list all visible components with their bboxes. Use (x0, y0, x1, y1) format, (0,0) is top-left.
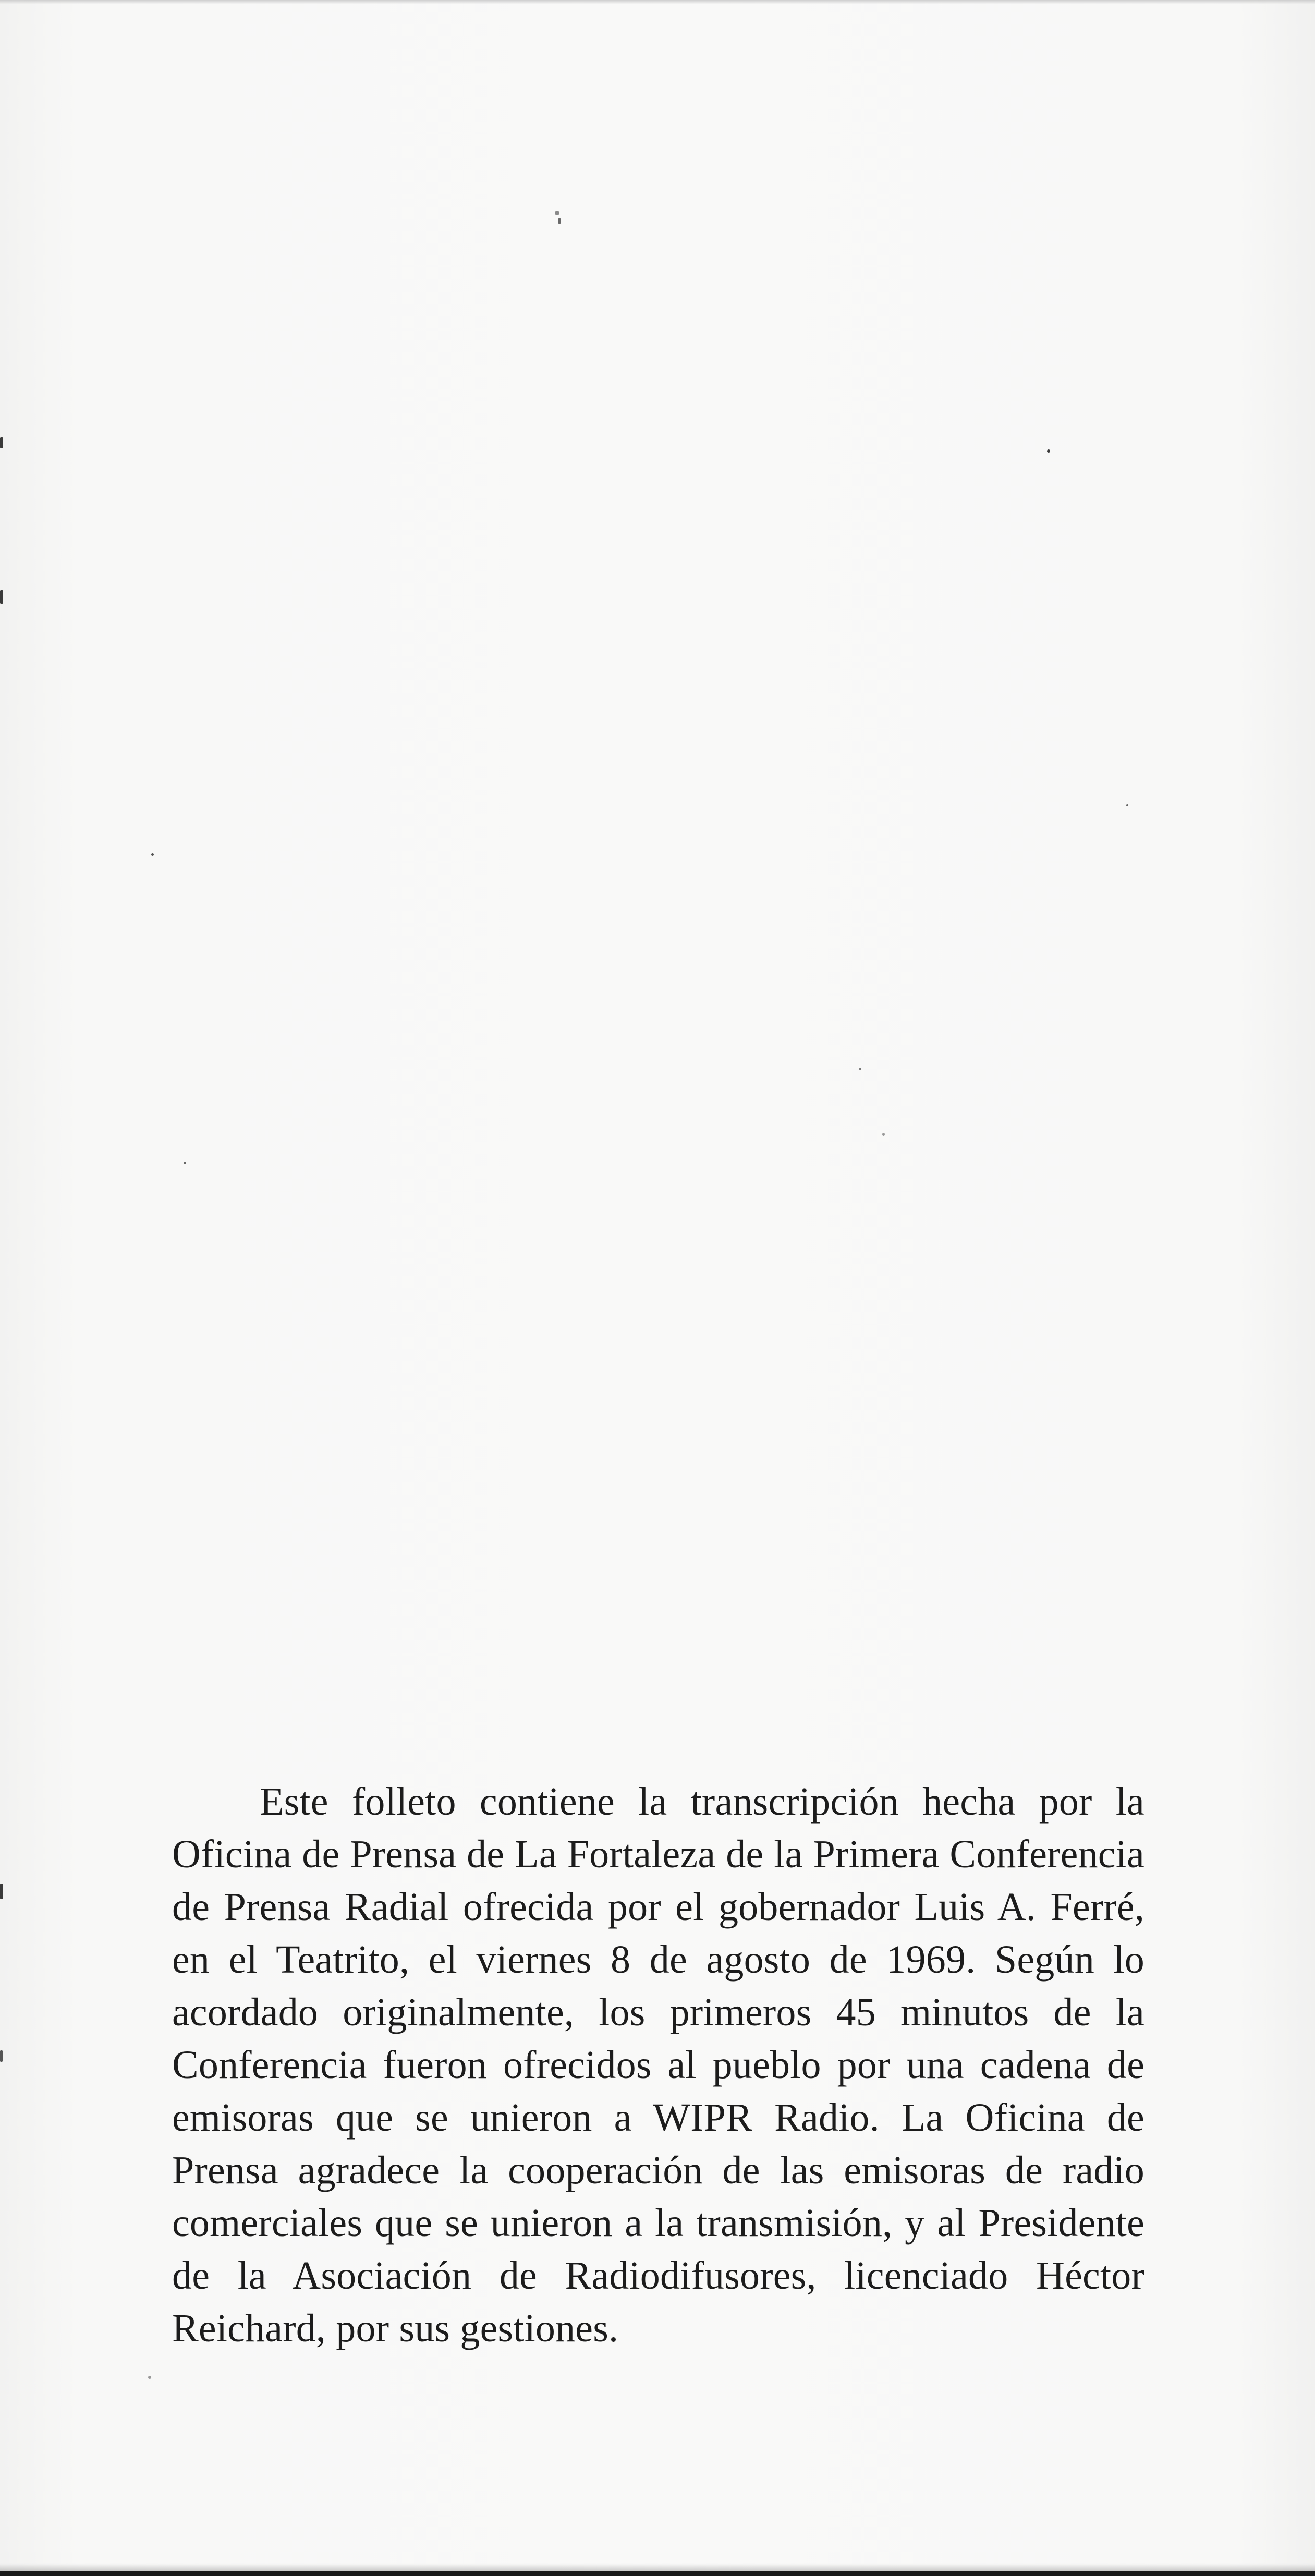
page-bottom-shadow (0, 2563, 1315, 2571)
scan-speck (558, 218, 561, 224)
scan-speck (1047, 449, 1050, 453)
scan-speck (0, 1884, 3, 1899)
scan-speck (151, 853, 154, 856)
scan-speck (0, 2050, 3, 2062)
scan-speck (184, 1162, 186, 1164)
scan-speck (148, 2376, 151, 2379)
transcription-note (172, 1776, 1144, 2355)
scan-speck (0, 437, 3, 448)
page-bottom-edge (0, 2571, 1315, 2576)
scan-speck (882, 1133, 885, 1136)
scan-speck (1126, 804, 1128, 806)
scan-speck (859, 1068, 861, 1070)
scan-speck (0, 590, 3, 604)
page-top-edge (0, 0, 1315, 4)
paragraph-text: Este folleto contiene la transcripción hecha por la Oficina de Prensa de La Fortaleza de la Primera Conferencia de Prensa Radial ofrecida por el gobernador Luis A. Ferré, en el Teatrito, el viernes 8 de agosto de 1969. Según lo acordado originalmente, los primeros 45 minutos de la Conferencia fueron ofrecidos al pueblo por una cadena de emisoras que se unieron a WIPR Radio. La Oficina de Prensa agradece la cooperación de las emisoras de radio comerciales que se unieron a la transmisión, y al Presidente de la Asociación de Radiodifusores, licenciado Héctor Reichard, por sus gestiones. (172, 1780, 1144, 2350)
scan-speck (555, 211, 559, 215)
